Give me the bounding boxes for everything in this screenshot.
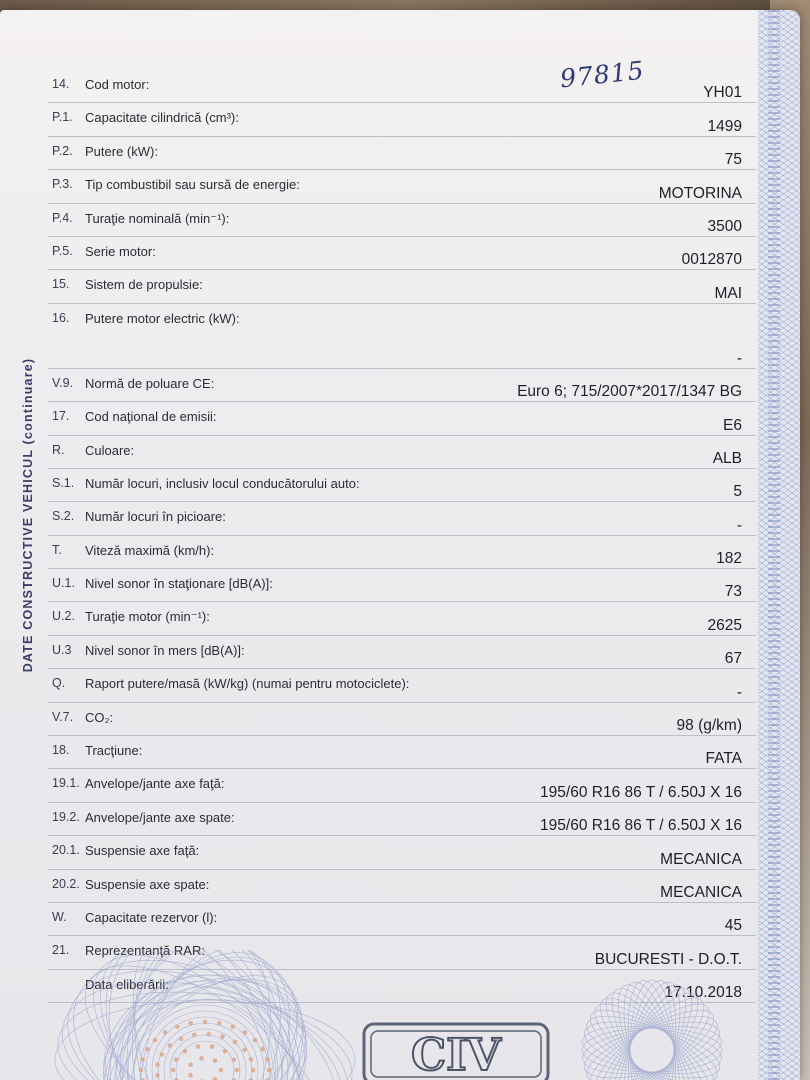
spec-code: U.2. [52,609,75,624]
spec-value: Euro 6; 715/2007*2017/1347 BG [517,383,742,401]
spec-row [48,602,756,635]
handwritten-note: 97815 [558,55,646,94]
spec-label: Suspensie axe faţă: [85,843,200,859]
spec-label: Anvelope/jante axe spate: [85,809,235,825]
spec-row [48,703,756,736]
spec-value: 0012870 [681,251,742,269]
guilloche-border [758,10,800,1080]
spec-code: 18. [52,743,70,758]
civ-emblem [358,1018,554,1080]
spec-value: - [736,516,742,534]
spec-label: Nivel sonor în mers [dB(A)]: [85,642,245,658]
spec-row [48,237,756,270]
spec-row [48,402,756,435]
spec-label: Tracţiune: [85,743,143,759]
spec-code: 16. [52,310,70,325]
spec-value: 5 [733,483,742,501]
spec-code: V.7. [52,709,74,724]
spec-label: Viteză maximă (km/h): [85,542,215,558]
spec-code: P.3. [52,177,73,192]
spec-value: 75 [724,151,742,169]
spec-value: 73 [724,583,742,601]
spec-code: S.2. [52,509,75,524]
spec-value: 98 (g/km) [676,717,742,735]
spec-row [48,903,756,936]
spec-code: P.1. [52,110,73,125]
spec-row [48,870,756,903]
spec-row [48,803,756,836]
spec-label: Culoare: [85,442,135,458]
spec-label: Raport putere/masă (kW/kg) (numai pentru motociclete): [85,676,410,692]
spec-label: Normă de poluare CE: [85,375,215,391]
spec-label: Cod motor: [85,77,150,92]
spec-row [48,170,756,203]
spec-row [48,436,756,469]
spec-code: P.5. [52,243,73,258]
spec-code: 20.1. [52,843,80,858]
spec-row [48,204,756,237]
spec-row [48,569,756,602]
spec-label: Reprezentanţă RAR: [85,943,205,959]
spec-code: 19.1. [52,776,80,791]
spec-row [48,469,756,502]
spec-row [48,270,756,303]
spec-label: Capacitate cilindrică (cm³): [85,110,239,126]
spec-label: Suspensie axe spate: [85,876,210,892]
spec-code: P.2. [52,143,73,158]
spec-label: Număr locuri, inclusiv locul conducătorului auto: [85,475,360,491]
spec-code: 17. [52,409,70,424]
spec-row [48,137,756,170]
spec-label: Capacitate rezervor (l): [85,909,218,925]
spec-label: Putere motor electric (kW): [85,310,240,326]
spec-value: 67 [724,650,742,668]
civ-emblem-text: CIV [411,1030,501,1080]
spec-row [48,103,756,136]
spec-value: MECANICA [660,850,742,868]
spec-code: T. [52,542,62,557]
spec-value: E6 [723,416,742,434]
spec-code: R. [52,442,65,457]
spec-row [48,536,756,569]
spec-code: P.4. [52,210,73,225]
spec-value: ALB [712,449,742,467]
spec-value: MAI [714,284,742,302]
spec-value: - [736,683,742,701]
spec-code: S.1. [52,475,75,490]
spec-label: Sistem de propulsie: [85,277,203,293]
spec-code: V.9. [52,375,74,390]
guilloche-seal-left [40,950,370,1080]
spec-label: Putere (kW): [85,143,158,159]
spec-row [48,736,756,769]
spec-value: 45 [724,917,742,935]
spec-row [48,636,756,669]
spec-value: 3500 [707,217,742,235]
spec-label: CO₂: [85,709,114,725]
spec-label: Număr locuri în picioare: [85,509,226,525]
spec-value: YH01 [703,84,742,102]
spec-label: Anvelope/jante axe faţă: [85,776,225,792]
spec-label: Nivel sonor în staţionare [dB(A)]: [85,576,273,592]
spec-value: 17.10.2018 [664,984,742,1002]
spec-value: MECANICA [660,883,742,901]
spec-row [48,669,756,702]
spec-row [48,836,756,869]
spec-label: Data eliberării: [85,976,169,992]
spec-value: 1499 [707,117,742,135]
spec-code: U.1. [52,576,75,591]
spec-value: 182 [716,550,742,568]
spec-value: 195/60 R16 86 T / 6.50J X 16 [540,783,742,801]
spec-label: Turaţie nominală (min⁻¹): [85,210,230,226]
spec-row [48,369,756,402]
spec-label: Turaţie motor (min⁻¹): [85,609,210,625]
spec-code: U.3 [52,642,72,657]
spec-label: Serie motor: [85,243,156,259]
spec-row [48,769,756,802]
section-side-title: DATE CONSTRUCTIVE VEHICUL (continuare) [21,357,35,673]
spec-value: 195/60 R16 86 T / 6.50J X 16 [540,817,742,835]
spec-code: 21. [52,943,70,958]
spec-label: Tip combustibil sau sursă de energie: [85,177,300,193]
spec-value: MOTORINA [658,184,742,202]
spec-label: Cod naţional de emisii: [85,409,217,425]
spec-value: - [736,349,742,367]
spec-row [48,70,756,103]
spec-code: 14. [52,77,70,91]
spec-value: 2625 [707,616,742,634]
spec-code: 20.2. [52,876,80,891]
spec-code: W. [52,909,67,924]
spec-row [48,502,756,535]
spec-code: Q. [52,676,66,691]
spec-code: 19.2. [52,809,80,824]
specification-table [48,70,756,1003]
spec-value: BUCURESTI - D.O.T. [594,950,742,968]
spec-row [48,304,756,369]
guilloche-seal-right [572,975,732,1080]
spec-value: FATA [705,750,742,768]
vehicle-registration-page [0,10,800,1080]
spec-code: 15. [52,277,70,292]
